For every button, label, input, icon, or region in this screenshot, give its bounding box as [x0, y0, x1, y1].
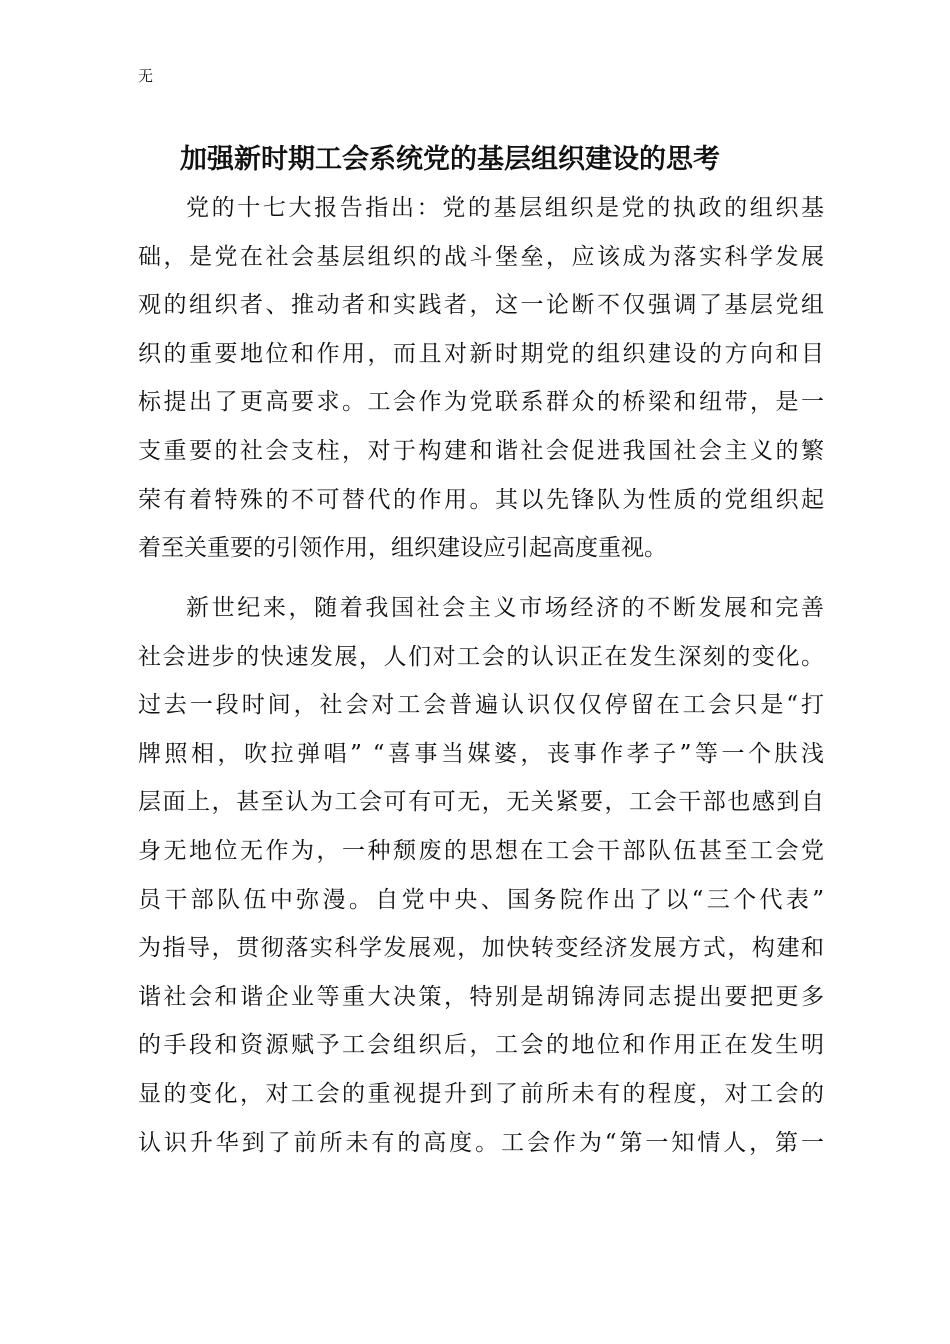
paragraph-line: 党的十七大报告指出：党的基层组织是党的执政的组织基 [186, 195, 824, 221]
paragraph-line: 着至关重要的引领作用，组织建设应引起高度重视。 [138, 535, 667, 562]
paragraph-line: 支重要的社会支柱，对于构建和谐社会促进我国社会主义的繁 [138, 437, 824, 464]
paragraph-line: 织的重要地位和作用，而且对新时期党的组织建设的方向和目 [138, 340, 824, 367]
paragraph-line: 社会进步的快速发展，人们对工会的认识正在发生深刻的变化。 [138, 643, 824, 670]
document-title: 加强新时期工会系统党的基层组织建设的思考 [180, 144, 720, 175]
paragraph-line: 荣有着特殊的不可替代的作用。其以先锋队为性质的党组织起 [138, 486, 824, 513]
paragraph-line: 牌照相，吹拉弹唱” “喜事当媒婆，丧事作孝子”等一个肤浅 [138, 740, 824, 767]
paragraph-line: 身无地位无作为，一种颓废的思想在工会干部队伍甚至工会党 [138, 837, 824, 864]
paragraph-line: 础，是党在社会基层组织的战斗堡垒，应该成为落实科学发展 [138, 243, 824, 270]
paragraph-line: 员干部队伍中弥漫。自党中央、国务院作出了以“三个代表” [138, 886, 824, 913]
paragraph-line: 层面上，甚至认为工会可有可无，无关紧要，工会干部也感到自 [138, 789, 824, 816]
paragraph-line: 为指导，贯彻落实科学发展观，加快转变经济发展方式，构建和 [138, 935, 824, 962]
paragraph-line: 标提出了更高要求。工会作为党联系群众的桥梁和纽带，是一 [138, 389, 824, 416]
paragraph-line: 过去一段时间，社会对工会普遍认识仅仅停留在工会只是“打 [138, 692, 824, 719]
paragraph-2 [138, 584, 824, 1167]
paragraph-line: 认识升华到了前所未有的高度。工会作为“第一知情人，第一 [138, 1129, 824, 1156]
paragraph-1 [138, 184, 824, 573]
paragraph-line: 新世纪来，随着我国社会主义市场经济的不断发展和完善 [186, 595, 824, 621]
paragraph-line: 的手段和资源赋予工会组织后，工会的地位和作用正在发生明 [138, 1032, 824, 1059]
paragraph-line: 观的组织者、推动者和实践者，这一论断不仅强调了基层党组 [138, 292, 824, 319]
paragraph-line: 谐社会和谐企业等重大决策，特别是胡锦涛同志提出要把更多 [138, 983, 824, 1010]
paragraph-line: 显的变化，对工会的重视提升到了前所未有的程度，对工会的 [138, 1080, 824, 1107]
header-mark: 无 [138, 67, 154, 85]
